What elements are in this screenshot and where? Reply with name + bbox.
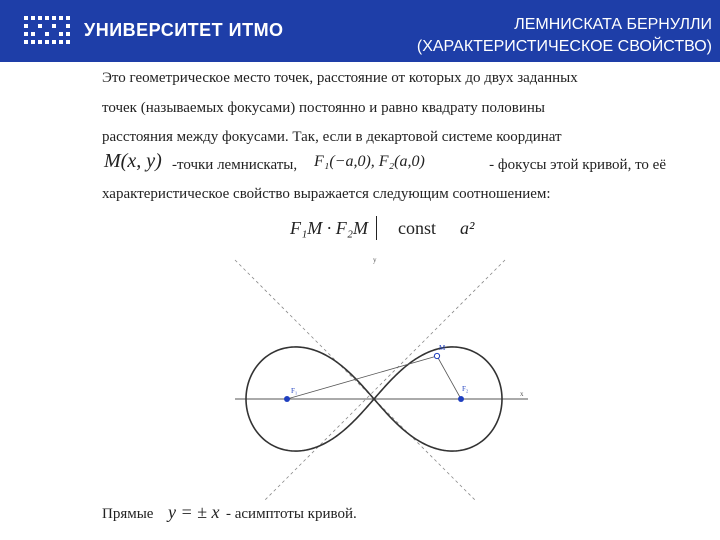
- text-line-3: расстояния между фокусами. Так, если в декартовой системе координат: [102, 129, 562, 145]
- asymptote-line-1: [235, 260, 485, 500]
- text-line-2: точек (называемых фокусами) постоянно и равно квадрату половины: [102, 99, 545, 116]
- formula-rhs: a²: [460, 218, 475, 238]
- itmo-logo-icon: [24, 16, 74, 44]
- header-bar: [0, 0, 720, 62]
- segment-f2-m: [437, 356, 461, 399]
- slide-title-line1: ЛЕМНИСКАТА БЕРНУЛЛИ: [514, 16, 712, 33]
- focus-f2-point: [458, 396, 464, 402]
- line4-end-text: - фокусы этой кривой, то её: [489, 157, 666, 173]
- x-axis-label: x: [520, 390, 524, 398]
- foci-notation: F₁(−a,0), F₂(a,0): [314, 153, 425, 170]
- asymptote-equation: y = ± x: [168, 502, 220, 522]
- point-notation: M(x, y): [104, 150, 162, 172]
- formula-bar: [376, 216, 377, 240]
- y-axis-label: y: [373, 256, 377, 264]
- slide-title: [417, 14, 712, 58]
- text-line-1: Это геометрическое место точек, расстояние от которых до двух заданных: [102, 70, 578, 86]
- focus-f1-label: F₁: [291, 387, 298, 395]
- focus-f2-label: F₂: [462, 385, 469, 393]
- asymptote-suffix: - асимптоты кривой.: [226, 506, 357, 522]
- point-m-label: M: [439, 344, 446, 352]
- formula-product: F₁M · F₂M: [290, 218, 368, 238]
- focus-f1-point: [284, 396, 290, 402]
- text-line-5: характеристическое свойство выражается следующим соотношением:: [102, 186, 551, 202]
- point-m: [434, 353, 439, 358]
- text-line-4: [102, 150, 666, 180]
- asymptote-line-2: [255, 260, 505, 500]
- asymptote-prefix: Прямые: [102, 506, 154, 522]
- university-name: УНИВЕРСИТЕТ ИТМО: [84, 20, 284, 40]
- asymptote-sentence: [102, 502, 357, 523]
- formula-const: const: [398, 218, 436, 238]
- line4-middle-text: -точки лемнискаты,: [172, 157, 298, 173]
- slide-title-line2: (ХАРАКТЕРИСТИЧЕСКОЕ СВОЙСТВО): [416, 38, 712, 55]
- lemniscate-figure: [230, 250, 530, 500]
- segment-f1-m: [287, 356, 437, 399]
- definition-paragraph: [102, 64, 666, 153]
